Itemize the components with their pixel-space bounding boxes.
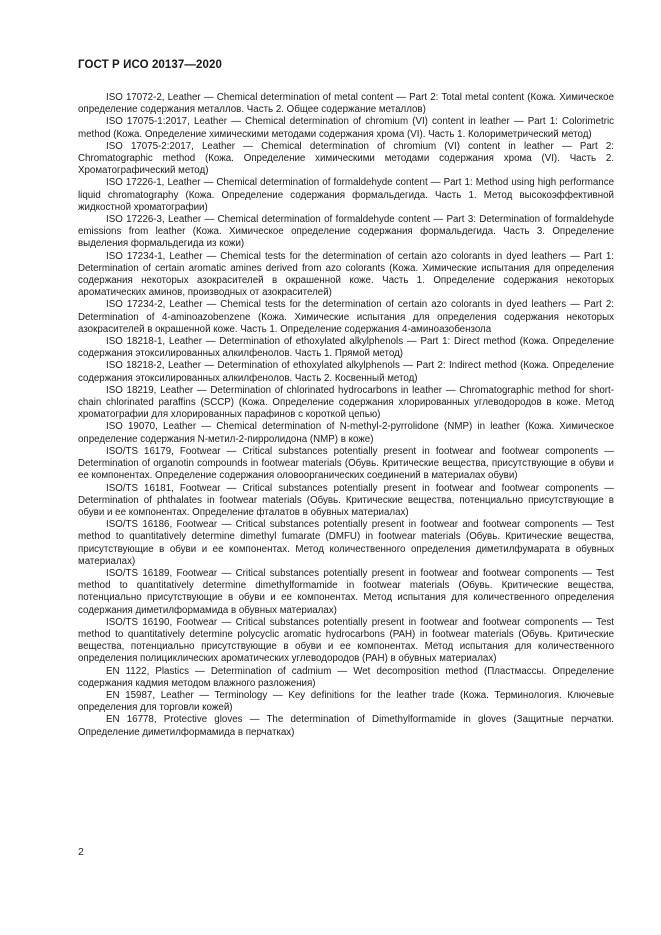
normative-references-list (78, 92, 614, 739)
reference-iso-17075-1: ISO 17075-1:2017, Leather — Chemical determination of chromium (VI) content in leather — Part 1: Colorimetric method (Кожа. Определение химическими методами содержания хрома (VI). Часть 1. Колориметрический метод) (78, 116, 614, 140)
reference-iso-17075-2: ISO 17075-2:2017, Leather — Chemical determination of chromium (VI) content in leather — Part 2: Chromatographic method (Кожа. Определение химическими методами содержания хрома (VI). Часть 2. Хроматографический метод) (78, 140, 614, 177)
document-header: ГОСТ Р ИСО 20137—2020 (78, 59, 223, 71)
reference-iso-ts-16181: ISO/TS 16181, Footwear — Critical substances potentially present in footwear and footwear components — Determination of phthalates in footwear materials (Обувь. Критические вещества, потенциально присутствующие в обуви и ее компонентах. Определение фталатов в обувных материалах) (78, 482, 614, 518)
reference-iso-18218-1: ISO 18218-1, Leather — Determination of ethoxylated alkylphenols — Part 1: Direct method (Кожа. Определение содержания этоксилированных алкилфенолов. Часть 1. Прямой метод) (78, 336, 614, 360)
reference-iso-ts-16189: ISO/TS 16189, Footwear — Critical substances potentially present in footwear and footwear components — Test method to quantitatively determine dimethylformamide in footwear materials (Обувь. Критические вещества, потенциально присутствующие в обуви и ее компонентах. Метод испытания для количественного определения содержания диметилформамида в обувных материалах) (78, 567, 614, 616)
reference-iso-19070: ISO 19070, Leather — Chemical determination of N-methyl-2-pyrrolidone (NMP) in leather (Кожа. Химическое определение содержания N-метил-2-пирролидона (NMP) в коже) (78, 421, 614, 445)
reference-en-15987: EN 15987, Leather — Terminology — Key definitions for the leather trade (Кожа. Терминология. Ключевые определения для торговли кожей) (78, 689, 614, 714)
reference-iso-17226-3: ISO 17226-3, Leather — Chemical determination of formaldehyde content — Part 3: Determination of formaldehyde emissions from leather (Кожа. Химическое определение содержания формальдегида. Часть 3. Определение выделения формальдегида из кожи) (78, 214, 614, 250)
reference-en-1122: EN 1122, Plastics — Determination of cadmium — Wet decomposition method (Пластмассы. Определение содержания кадмия методом влажного разложения) (78, 665, 614, 689)
reference-iso-18219: ISO 18219, Leather — Determination of chlorinated hydrocarbons in leather — Chromatographic method for short-chain chlorinated paraffins (SCCP) (Кожа. Определение содержания хлорированных углеводородов в коже. Метод хроматографии для хлорированных парафинов с короткой цепью) (78, 384, 614, 421)
reference-iso-17234-1: ISO 17234-1, Leather — Chemical tests for the determination of certain azo colorants in dyed leathers — Part 1: Determination of certain aromatic amines derived from azo colorants (Кожа. Химические испытания для определения содержания некоторых азокрасителей в окрашенной коже. Часть 1. Определение содержания некоторых ароматических аминов, производных от азокрасителей) (78, 250, 614, 299)
reference-iso-ts-16186: ISO/TS 16186, Footwear — Critical substances potentially present in footwear and footwear components — Test method to quantitatively determine dimethyl fumarate (DMFU) in footwear materials (Обувь. Критические вещества, присутствующие в обуви и ее компонентах. Метод количественного определения диметилфумарата в обувных материалах) (78, 519, 614, 567)
reference-en-16778: EN 16778, Protective gloves — The determination of Dimethylformamide in gloves (Защитные перчатки. Определение диметилформамида в перчатках) (78, 714, 614, 738)
reference-iso-17226-1: ISO 17226-1, Leather — Chemical determination of formaldehyde content — Part 1: Method using high performance liquid chromatography (Кожа. Определение содержания формальдегида. Часть 1. Метод высокоэффективной жидкостной хроматографии) (78, 177, 614, 213)
page-number: 2 (78, 846, 84, 858)
reference-iso-ts-16179: ISO/TS 16179, Footwear — Critical substances potentially present in footwear and footwear components — Determination of organotin compounds in footwear materials (Обувь. Критические вещества, присутствующие в обуви и ее компонентах. Определение содержания оловоорганических соединений в материалах обуви) (78, 445, 614, 482)
reference-iso-18218-2: ISO 18218-2, Leather — Determination of ethoxylated alkylphenols — Part 2: Indirect method (Кожа. Определение содержания этоксилированных алкилфенолов. Часть 2. Косвенный метод) (78, 360, 614, 384)
reference-iso-17234-2: ISO 17234-2, Leather — Chemical tests for the determination of certain azo colorants in dyed leathers — Part 2: Determination of 4-aminoazobenzene (Кожа. Химические испытания для определения содержания некоторых азокрасителей в окрашенной коже. Часть 1. Определение содержания 4-аминоазобензола (78, 299, 614, 335)
reference-iso-ts-16190: ISO/TS 16190, Footwear — Critical substances potentially present in footwear and footwear components — Test method to quantitatively determine polycyclic aromatic hydrocarbons (PAH) in footwear materials (Обувь. Критические вещества, потенциально присутствующие в обуви и ее компонентах. Метод испытания для количественного определения полициклических ароматических углеводородов (PAH) в обувных материалах) (78, 616, 614, 665)
reference-iso-17072-2: ISO 17072-2, Leather — Chemical determination of metal content — Part 2: Total metal content (Кожа. Химическое определение содержания металлов. Часть 2. Общее содержание металлов) (78, 92, 614, 116)
